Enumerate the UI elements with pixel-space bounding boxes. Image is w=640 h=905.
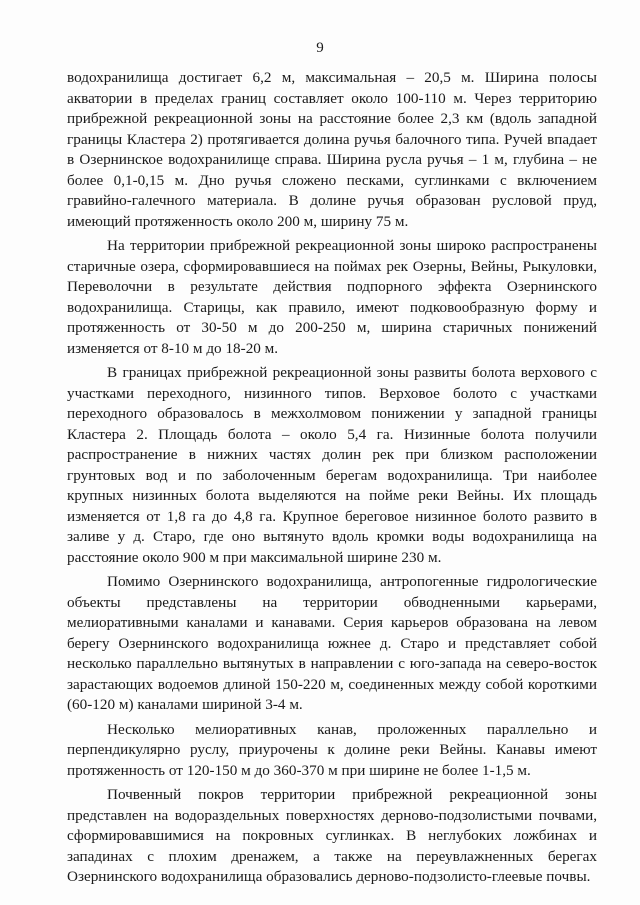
paragraph-bogs: В границах прибрежной рекреационной зоны развиты болота верхового с участками переходного, низинного типов. Верховое болото с участками переходного образовалось в межхолмовом понижении у западной границы Кластера 2. Площадь болота – около 5,4 га. Низинные болота получили распространение в нижних частях долин рек при близком расположении грунтовых вод и по заболоченным берегам водохранилища. Три наиболее крупных низинных болота выделяются на пойме реки Вейны. Их площадь изменяется от 1,8 га до 4,8 га. Крупное береговое низинное болото развито в заливе у д. Старо, где оно вытянуто вдоль кромки воды водохранилища на расстояние около 900 м при максимальной ширине 230 м. (67, 364, 597, 566)
body-text (67, 68, 597, 888)
page-number: 9 (316, 40, 324, 56)
paragraph-soil-cover: Почвенный покров территории прибрежной рекреационной зоны представлен на водораздельных поверхностях дерново-подзолистыми почвами, сформировавшимися на покровных суглинках. В неглубоких ложбинах и западинах с плохим дренажем, а также на переувлажненных берегах Озернинского водохранилища образовались дерново-подзолисто-глеевые почвы. (67, 786, 597, 885)
paragraph-ditches: Несколько мелиоративных канав, проложенных параллельно и перпендикулярно руслу, приурочены к долине реки Вейны. Канавы имеют протяженность от 120-150 м до 360-370 м при ширине не более 1-1,5 м. (67, 720, 597, 779)
paragraph-reservoir-and-stream: водохранилища достигает 6,2 м, максимальная – 20,5 м. Ширина полосы акватории в пределах границ составляет около 100-110 м. Через территорию прибрежной рекреационной зоны на расстояние более 2,3 км (вдоль западной границы Кластера 2) протягивается долина ручья балочного типа. Ручей впадает в Озернинское водохранилище справа. Ширина русла ручья – 1 м, глубина – не более 0,1-0,15 м. Дно ручья сложено песками, суглинками с включением гравийно-галечного материала. В долине ручья образован русловой пруд, имеющий протяженность около 200 м, ширину 75 м. (67, 69, 597, 230)
paragraph-anthropogenic-objects: Помимо Озернинского водохранилища, антропогенные гидрологические объекты представлены на территории обводненными карьерами, мелиоративными каналами и канавами. Серия карьеров образована на левом берегу Озернинского водохранилища южнее д. Старо и представляет собой несколько параллельно вытянутых в направлении с юго-запада на северо-восток зарастающих водоемов длиной 150-220 м, соединенных между собой короткими (60-120 м) каналами шириной 3-4 м. (67, 573, 597, 713)
paragraph-oxbow-lakes: На территории прибрежной рекреационной зоны широко распространены старичные озера, сформировавшиеся на поймах рек Озерны, Вейны, Рыкуловки, Переволочни в результате действия подпорного эффекта Озернинского водохранилища. Старицы, как правило, имеют подковообразную форму и протяженность от 30-50 м до 200-250 м, ширина старичных понижений изменяется от 8-10 м до 18-20 м. (67, 237, 597, 357)
